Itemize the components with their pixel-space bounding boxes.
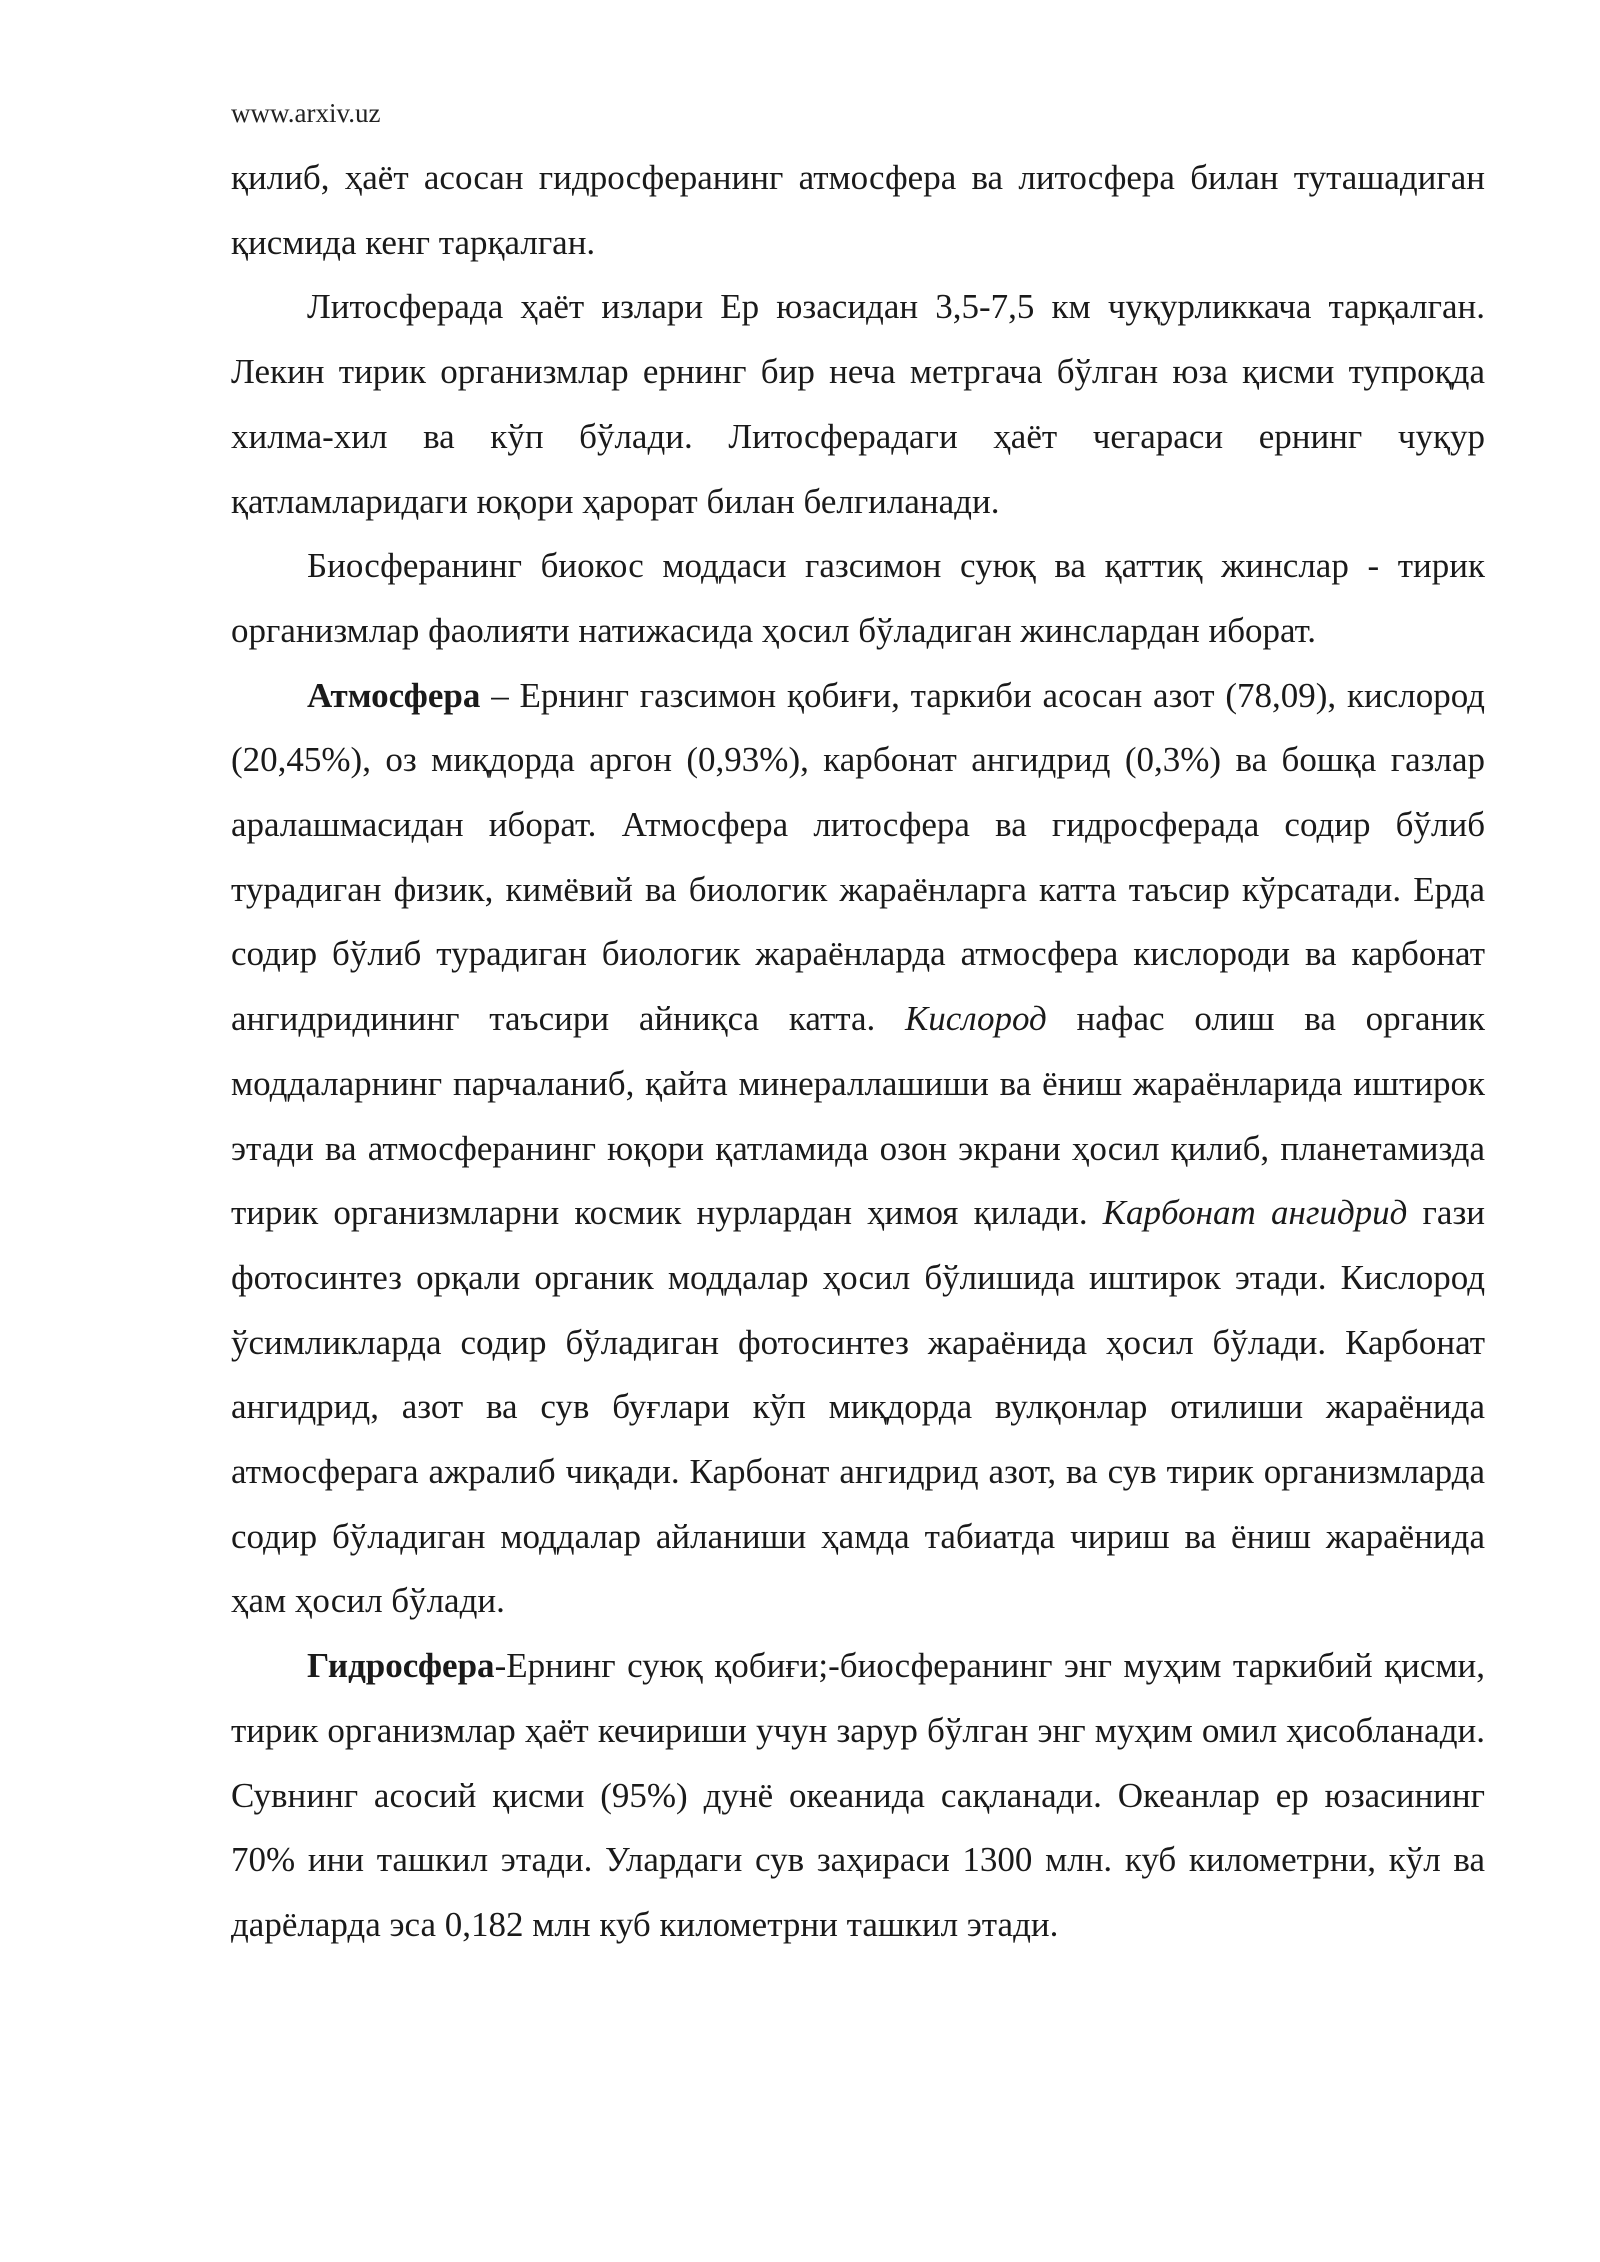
term-atmosphere: Атмосфера [307, 675, 481, 715]
site-url-header: www.arxiv.uz [231, 98, 381, 128]
atmosphere-text-b: нафас олиш ва органик моддаларнинг парчаланиб, қайта минераллашиши ва ёниш жараёнларида иштирок этади ва атмосферанинг юқори қатламида озон экрани ҳосил қилиб, планетамизда тирик организмларни космик нурлардан ҳимоя қилади. [231, 999, 1485, 1233]
paragraph-atmosphere [231, 664, 1485, 1635]
paragraph-lithosphere: Литосферада ҳаёт излари Ер юзасидан 3,5-7,5 км чуқурликкача тарқалган. Лекин тирик организмлар ернинг бир неча метргача бўлган юза қисми тупроқда хилма-хил ва кўп бўлади. Литосферадаги ҳаёт чегараси ернинг чуқур қатламларидаги юқори ҳарорат билан белгиланади. [231, 287, 1485, 521]
atmosphere-text-c: гази фотосинтез орқали органик моддалар ҳосил бўлишида иштирок этади. Кислород ўсимликларда содир бўладиган фотосинтез жараёнида ҳосил бўлади. Карбонат ангидрид, азот ва сув буғлари кўп миқдорда вулқонлар отилиши жараёнида атмосферага ажралиб чиқади. Карбонат ангидрид азот, ва сув тирик организмларда содир бўладиган моддалар айланиши ҳамда табиатда чириш ва ёниш жараёнида ҳам ҳосил бўлади. [231, 1193, 1485, 1621]
term-hydrosphere: Гидросфера [307, 1646, 495, 1686]
paragraph-biocos-matter: Биосферанинг биокос моддаси газсимон суюқ ва қаттиқ жинслар - тирик организмлар фаолияти натижасида ҳосил бўладиган жинслардан иборат. [231, 546, 1485, 650]
paragraph-hydrosphere [231, 1634, 1485, 1958]
term-oxygen: Кислород [905, 999, 1047, 1039]
atmosphere-text-a: – Ернинг газсимон қобиғи, таркиби асосан азот (78,09), кислород (20,45%), оз миқдорда аргон (0,93%), карбонат ангидрид (0,3%) ва бошқа газлар аралашмасидан иборат. Атмосфера литосфера ва гидросферада содир бўлиб турадиган физик, кимёвий ва биологик жараёнларга катта таъсир кўрсатади. Ерда содир бўлиб турадиган биологик жараёнларда атмосфера кислороди ва карбонат ангидридининг таъсири айниқса катта. [231, 675, 1485, 1039]
hydrosphere-text: -Ернинг суюқ қобиғи;-биосферанинг энг муҳим таркибий қисми, тирик организмлар ҳаёт кечириши учун зарур бўлган энг муҳим омил ҳисобланади. Сувнинг асосий қисми (95%) дунё океанида сақланади. Океанлар ер юзасининг 70% ини ташкил этади. Улардаги сув заҳираси 1300 млн. куб километрни, кўл ва дарёларда эса 0,182 млн куб километрни ташкил этади. [231, 1646, 1485, 1944]
document-body [231, 146, 1485, 1958]
paragraph-continuation: қилиб, ҳаёт асосан гидросферанинг атмосфера ва литосфера билан туташадиган қисмида кенг тарқалган. [231, 158, 1485, 262]
term-carbon-dioxide: Карбонат ангидрид [1102, 1193, 1408, 1233]
